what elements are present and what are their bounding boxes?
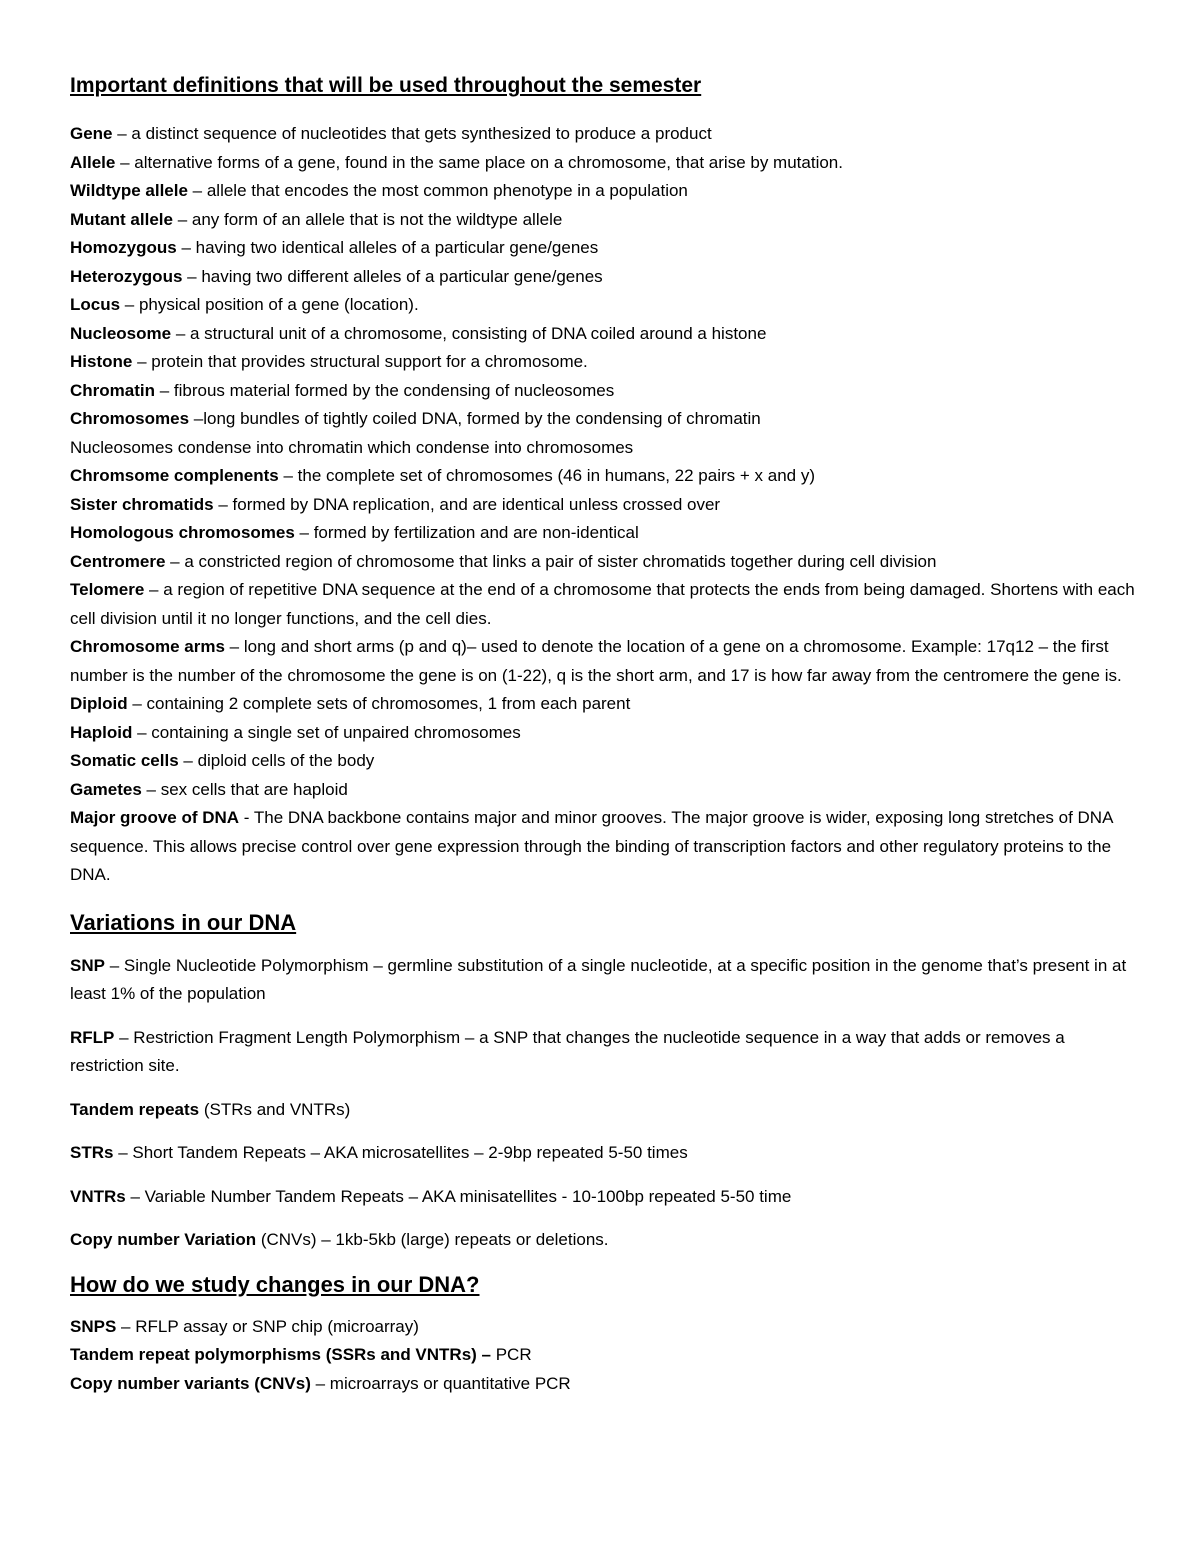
definition-entry xyxy=(70,291,1140,320)
definition-text: Nucleosomes condense into chromatin which condense into chromosomes xyxy=(70,437,634,457)
definition-entry xyxy=(70,206,1140,235)
definition-term: Chromsome complenents xyxy=(70,466,279,485)
definition-entry xyxy=(70,576,1140,633)
section-title-variations: Variations in our DNA xyxy=(70,909,297,935)
definition-text: (STRs and VNTRs) xyxy=(199,1099,351,1119)
definition-term: RFLP xyxy=(70,1027,115,1047)
definition-entry xyxy=(70,377,1140,406)
definition-term: Chromatin xyxy=(70,380,155,400)
definition-term: Gene xyxy=(70,124,113,143)
definition-term: Homozygous xyxy=(70,238,177,257)
definition-entry xyxy=(70,719,1140,748)
definition-text: – sex cells that are haploid xyxy=(141,779,348,799)
definition-entry xyxy=(70,548,1140,577)
section-study-methods xyxy=(70,1270,1140,1399)
definition-term: SNP xyxy=(70,955,105,975)
definition-entry xyxy=(70,149,1140,178)
definition-term: Diploid xyxy=(70,694,128,713)
definition-text: – Short Tandem Repeats – AKA microsatellites – 2-9bp repeated 5-50 times xyxy=(113,1143,688,1162)
definition-entry xyxy=(70,1139,1140,1168)
definition-text: – a distinct sequence of nucleotides that gets synthesized to produce a product xyxy=(112,124,712,143)
definition-entry xyxy=(70,1370,1140,1399)
definition-text: – formed by fertilization and are non-identical xyxy=(294,523,639,542)
definition-text: – microarrays or quantitative PCR xyxy=(310,1373,571,1393)
definition-term: Somatic cells xyxy=(70,751,179,770)
variation-list xyxy=(70,952,1140,1255)
definition-text: –long bundles of tightly coiled DNA, formed by the condensing of chromatin xyxy=(189,409,761,428)
section-title-definitions: Important definitions that will be used throughout the semester xyxy=(70,74,702,97)
definition-entry xyxy=(70,519,1140,548)
definition-text: – containing a single set of unpaired chromosomes xyxy=(132,722,521,742)
definition-term: Tandem repeats xyxy=(70,1099,200,1119)
definition-entry xyxy=(70,633,1140,690)
definition-entry xyxy=(70,263,1140,292)
definition-entry xyxy=(70,1313,1140,1342)
definition-entry xyxy=(70,177,1140,206)
definition-term: Copy number variants (CNVs) xyxy=(70,1373,311,1393)
definition-term: Chromosomes xyxy=(70,409,190,428)
definition-text: – Restriction Fragment Length Polymorphism – a SNP that changes the nucleotide sequence in a way that adds or removes a restriction site. xyxy=(70,1027,1065,1075)
definition-entry xyxy=(70,234,1140,263)
definition-term: Sister chromatids xyxy=(70,494,214,514)
definition-text: – fibrous material formed by the condensing of nucleosomes xyxy=(155,380,615,400)
definition-term: Nucleosome xyxy=(70,323,172,343)
definition-entry xyxy=(70,348,1140,377)
definition-term: Homologous chromosomes xyxy=(70,523,295,542)
definition-term: VNTRs xyxy=(70,1186,126,1206)
definition-text: – having two identical alleles of a particular gene/genes xyxy=(176,238,599,257)
definition-text: PCR xyxy=(491,1345,532,1364)
definition-term: Gametes xyxy=(70,779,142,799)
definition-text: – any form of an allele that is not the wildtype allele xyxy=(172,209,563,229)
definition-entry xyxy=(70,1096,1140,1125)
definition-term: SNPS xyxy=(70,1316,117,1336)
definition-term: Allele xyxy=(70,152,116,172)
definition-entry xyxy=(70,747,1140,776)
definition-term: Telomere xyxy=(70,580,145,599)
definition-text: – formed by DNA replication, and are identical unless crossed over xyxy=(213,494,721,514)
definition-term: Locus xyxy=(70,295,121,314)
definition-text: – a constricted region of chromosome that links a pair of sister chromatids together during cell division xyxy=(165,551,937,571)
definition-list xyxy=(70,120,1140,890)
definition-entry xyxy=(70,1226,1140,1255)
definition-text: (CNVs) – 1kb-5kb (large) repeats or deletions. xyxy=(256,1230,609,1249)
definition-entry xyxy=(70,434,1140,463)
definition-entry xyxy=(70,120,1140,149)
definition-entry xyxy=(70,1341,1140,1370)
definition-text: – RFLP assay or SNP chip (microarray) xyxy=(116,1316,419,1336)
definition-text: – protein that provides structural support for a chromosome. xyxy=(132,352,588,371)
definition-text: – the complete set of chromosomes (46 in humans, 22 pairs + x and y) xyxy=(278,466,816,485)
definition-entry xyxy=(70,462,1140,491)
definition-text: – allele that encodes the most common phenotype in a population xyxy=(187,181,688,200)
definition-term: Copy number Variation xyxy=(70,1230,257,1249)
definition-text: – a structural unit of a chromosome, consisting of DNA coiled around a histone xyxy=(171,323,767,343)
definition-text: – diploid cells of the body xyxy=(178,751,375,770)
definition-text: – a region of repetitive DNA sequence at the end of a chromosome that protects the ends from being damaged. Shortens with each cell division until it no longer functions, and the cell dies. xyxy=(70,580,1135,628)
definition-entry xyxy=(70,405,1140,434)
definition-term: Haploid xyxy=(70,722,133,742)
definition-text: – Variable Number Tandem Repeats – AKA minisatellites - 10-100bp repeated 5-50 time xyxy=(125,1186,792,1206)
definition-text: – containing 2 complete sets of chromosomes, 1 from each parent xyxy=(127,694,631,713)
section-variations xyxy=(70,908,1140,1255)
definition-text: - The DNA backbone contains major and minor grooves. The major groove is wider, exposing long stretches of DNA sequence. This allows precise control over gene expression through the binding of transcription factors and other regulatory proteins to the DNA. xyxy=(70,808,1113,884)
definition-text: – Single Nucleotide Polymorphism – germline substitution of a single nucleotide, at a specific position in the genome that’s present in at least 1% of the population xyxy=(70,955,1127,1003)
section-definitions xyxy=(70,72,1140,890)
definition-term: Major groove of DNA xyxy=(70,808,240,827)
definition-text: – alternative forms of a gene, found in the same place on a chromosome, that arise by mutation. xyxy=(115,152,843,172)
definition-text: – having two different alleles of a particular gene/genes xyxy=(182,266,603,286)
definition-text: – physical position of a gene (location). xyxy=(120,295,419,314)
definition-term: Mutant allele xyxy=(70,209,173,229)
definition-text: – long and short arms (p and q)– used to denote the location of a gene on a chromosome. Example: 17q12 – the first number is the number of the chromosome the gene is on (1-22), q is the short arm, and 17 is how far away from the centromere the gene is. xyxy=(70,637,1122,685)
definition-term: Histone xyxy=(70,352,133,371)
definition-entry xyxy=(70,1024,1140,1081)
section-title-study-methods: How do we study changes in our DNA? xyxy=(70,1271,480,1297)
definition-term: Wildtype allele xyxy=(70,181,188,200)
definition-entry xyxy=(70,952,1140,1009)
definition-entry xyxy=(70,491,1140,520)
definition-entry xyxy=(70,690,1140,719)
definition-entry xyxy=(70,1183,1140,1212)
definition-term: Tandem repeat polymorphisms (SSRs and VNTRs) – xyxy=(70,1345,491,1364)
study-method-list xyxy=(70,1313,1140,1399)
definition-term: Chromosome arms xyxy=(70,637,225,656)
definition-entry xyxy=(70,320,1140,349)
definition-term: Centromere xyxy=(70,551,166,571)
definition-term: STRs xyxy=(70,1143,114,1162)
definition-entry xyxy=(70,804,1140,890)
definition-entry xyxy=(70,776,1140,805)
definition-term: Heterozygous xyxy=(70,266,183,286)
